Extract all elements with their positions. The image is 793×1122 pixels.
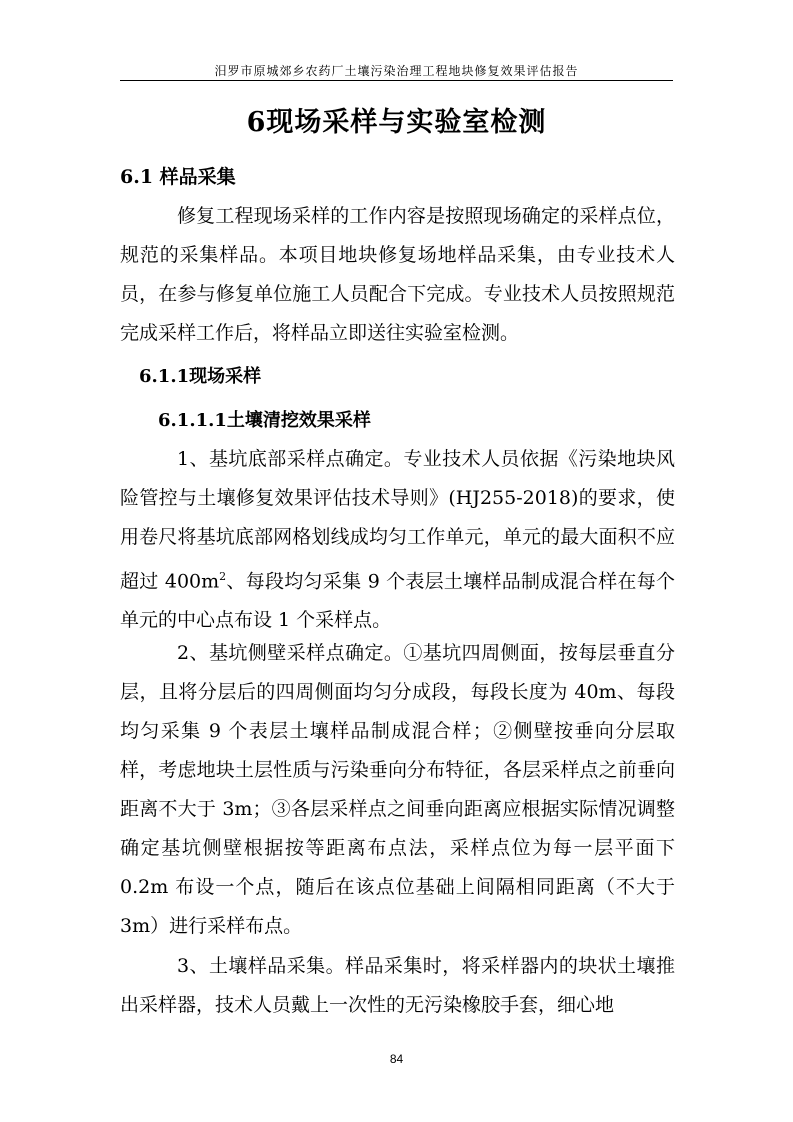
- page-number: 84: [389, 1052, 404, 1066]
- body-paragraph: 3、土壤样品采集。样品采集时，将采样器内的块状土壤推出采样器，技术人员戴上一次性的无污染橡胶手套，细心地: [120, 955, 675, 1016]
- body-paragraph: 2、基坑侧壁采样点确定。①基坑四周侧面，按每层垂直分层，且将分层后的四周侧面均匀分成段，每段长度为 40m、每段均匀采集 9 个表层土壤样品制成混合样；②侧壁按垂向分层取样，考虑地块土层性质与污染垂向分布特征，各层采样点之前垂向距离不大于 3m；③各层采样点之间垂向距离应根据实际情况调整确定基坑侧壁根据按等距离布点法，采样点位为每一层平面下 0.2m 布设一个点，随后在该点位基础上间隔相同距离（不大于 3m）进行采样布点。: [120, 642, 675, 937]
- section-heading: 6.1 样品采集: [120, 166, 236, 188]
- paragraph-text: 、每段均匀采集 9 个表层土壤样品制成混合样在每个单元的中心点布设 1 个采样点。: [120, 570, 675, 632]
- body-paragraph: [120, 440, 675, 640]
- header-divider: [120, 80, 673, 81]
- chapter-title: 6现场采样与实验室检测: [246, 107, 547, 138]
- paragraph-text: 1、基坑底部采样点确定。专业技术人员依据《污染地块风险管控与土壤修复效果评估技术导则》(HJ255-2018)的要求，使用卷尺将基坑底部网格划线成均匀工作单元，单元的最大面积不应超过 400m: [120, 448, 675, 593]
- running-header: 汨罗市原城郊乡农药厂土壤污染治理工程地块修复效果评估报告: [214, 64, 579, 78]
- subsection-heading: 6.1.1现场采样: [139, 366, 262, 387]
- superscript: 2: [219, 570, 227, 583]
- body-paragraph: 修复工程现场采样的工作内容是按照现场确定的采样点位，规范的采集样品。本项目地块修复场地样品采集，由专业技术人员，在参与修复单位施工人员配合下完成。专业技术人员按照规范完成采样工作后，将样品立即送往实验室检测。: [120, 205, 675, 344]
- subsubsection-heading: 6.1.1.1土壤清挖效果采样: [158, 410, 371, 431]
